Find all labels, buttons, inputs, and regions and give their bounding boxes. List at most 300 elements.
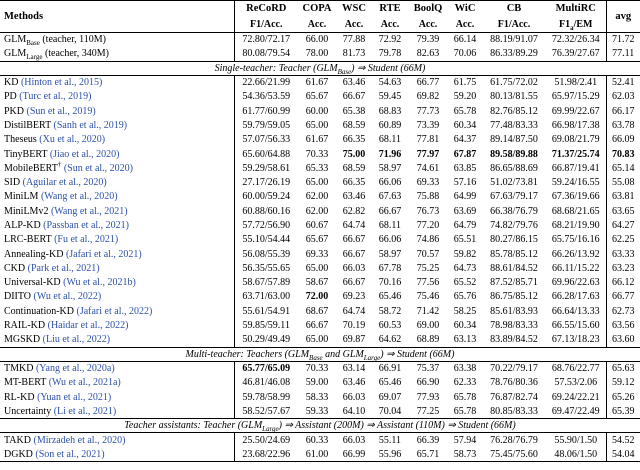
citation-link[interactable]: (Jafari et al., 2022): [76, 305, 153, 317]
score-cell: 68.21/19.90: [551, 220, 600, 231]
table-row: [0, 75, 640, 89]
score-cell: 74.82/79.76: [490, 220, 538, 231]
score-cell: 66.67: [342, 277, 366, 289]
score-cell: 63.85: [453, 162, 477, 174]
method-cell: [0, 376, 234, 390]
score-cell: 58.97: [378, 248, 402, 260]
table-row: [0, 433, 640, 447]
score-cell: 63.38: [453, 363, 477, 375]
avg-score-cell: 62.25: [606, 233, 640, 247]
score-cell: 65.46: [378, 377, 402, 389]
method-name: LRC-BERT: [4, 234, 52, 246]
score-cell: 69.47/22.49: [551, 405, 600, 417]
method-name: Continuation-KD: [4, 305, 74, 317]
score-cell: 75.45/75.60: [490, 448, 538, 460]
score-cell: 65.78: [453, 405, 477, 417]
method-cell: [0, 33, 234, 47]
table-row: [0, 33, 640, 47]
score-cell: 63.46: [342, 77, 366, 89]
avg-score-cell: 65.39: [606, 404, 640, 418]
score-cell: 81.73: [342, 48, 366, 60]
score-cell: 71.96: [378, 148, 402, 160]
score-cell: 65.33: [305, 162, 329, 174]
avg-score-cell: 66.12: [606, 276, 640, 290]
method-name: $GLM_{Large}$ (teacher, 340M): [4, 48, 109, 62]
score-cell: 76.28/76.79: [490, 434, 538, 446]
citation-link[interactable]: (Jafari et al., 2021): [65, 248, 142, 260]
score-cell: 85.78/85.12: [490, 248, 538, 260]
method-name: MGSKD: [4, 334, 41, 346]
score-cell: 54.36/53.59: [242, 91, 291, 103]
score-cell: 64.62: [378, 334, 402, 346]
score-cell: 63.13: [453, 334, 477, 346]
citation-link[interactable]: (Wang et al., 2020): [40, 191, 118, 203]
score-cell: 58.73: [453, 448, 477, 460]
avg-score-cell: 65.26: [606, 390, 640, 404]
citation-link[interactable]: (Son et al., 2021): [35, 448, 105, 460]
col-header-wsc: WSC: [342, 3, 366, 15]
section-title: Multi-teacher: Teachers ($GLM_{Base}$ and $GLM_{Large}$) ⇒ Student (66M): [0, 347, 640, 361]
method-cell: [0, 390, 234, 404]
score-cell: 74.61: [416, 162, 440, 174]
method-name: PKD: [4, 105, 25, 117]
score-cell: 71.42: [416, 305, 440, 317]
table-row: [0, 190, 640, 204]
score-cell: 69.82: [416, 91, 440, 103]
method-cell: [0, 204, 234, 218]
method-name: MobileBERT†: [4, 161, 62, 174]
avg-score-cell: 64.27: [606, 218, 640, 232]
score-cell: 67.36/19.66: [551, 191, 600, 203]
method-cell: [0, 118, 234, 132]
score-cell: 59.78/58.99: [242, 391, 291, 403]
score-cell: 60.34: [453, 320, 477, 332]
citation-link[interactable]: (Wu et al., 2022): [33, 291, 102, 303]
score-cell: 63.71/63.00: [242, 291, 291, 303]
score-cell: 70.04: [378, 405, 402, 417]
score-cell: 88.61/84.52: [490, 262, 538, 274]
method-name: $GLM_{Base}$ (teacher, 110M): [4, 34, 106, 47]
citation-link[interactable]: (Sun et al., 2020): [63, 162, 133, 174]
score-cell: 86.75/85.12: [490, 291, 538, 303]
citation-link[interactable]: (Wu et al., 2021b): [63, 277, 136, 289]
score-cell: 66.77: [416, 77, 440, 89]
section-title: Teacher assistants: Teacher $(GLM_{Large})$ ⇒ Assistant (200M) ⇒ Assistant (110M) ⇒ Student (66M): [0, 419, 640, 433]
method-name: TinyBERT: [4, 148, 48, 160]
score-cell: 55.96: [378, 448, 402, 460]
avg-score-cell: 63.65: [606, 204, 640, 218]
score-cell: 66.67: [342, 91, 366, 103]
method-cell: [0, 161, 234, 175]
avg-score-cell: 52.41: [606, 75, 640, 89]
score-cell: 69.87: [342, 334, 366, 346]
method-cell: [0, 147, 234, 161]
citation-link[interactable]: (Aguilar et al., 2020): [22, 177, 107, 189]
method-name: MiniLMv2: [4, 205, 49, 217]
score-cell: 55.61/54.91: [242, 305, 291, 317]
method-cell: [0, 133, 234, 147]
avg-score-cell: 65.63: [606, 361, 640, 375]
avg-score-cell: 77.11: [606, 47, 640, 61]
table-row: [0, 247, 640, 261]
score-cell: 77.56: [416, 277, 440, 289]
score-cell: 65.00: [305, 334, 329, 346]
score-cell: 86.33/89.29: [490, 48, 538, 60]
score-cell: 86.65/88.69: [490, 162, 538, 174]
avg-score-cell: 71.72: [606, 33, 640, 47]
score-cell: 66.67: [378, 205, 402, 217]
score-cell: 27.17/26.19: [242, 177, 291, 189]
score-cell: 66.06: [378, 177, 402, 189]
section-header-row: [0, 347, 640, 361]
score-cell: 67.87: [453, 148, 477, 160]
table-row: [0, 333, 640, 347]
score-cell: 69.23: [342, 291, 366, 303]
score-cell: 56.35/55.65: [242, 262, 291, 274]
score-cell: 66.67: [342, 234, 366, 246]
method-cell: [0, 190, 234, 204]
metric-header: Acc.: [408, 17, 448, 33]
score-cell: 89.14/87.50: [490, 134, 538, 146]
avg-score-cell: 66.09: [606, 133, 640, 147]
score-cell: 66.35: [342, 134, 366, 146]
score-cell: 59.79/59.05: [242, 119, 291, 131]
score-cell: 65.67: [305, 91, 329, 103]
score-cell: 66.26/13.92: [551, 248, 600, 260]
table-row: [0, 361, 640, 375]
score-cell: 62.82: [342, 205, 366, 217]
table-row: [0, 104, 640, 118]
table-row: [0, 133, 640, 147]
score-cell: 59.20: [453, 91, 477, 103]
subscript: a: [570, 23, 574, 32]
citation-link[interactable]: (Hinton et al., 2015): [20, 77, 103, 89]
score-cell: 64.37: [453, 134, 477, 146]
citation-link[interactable]: (Yang et al., 2020a): [35, 363, 115, 375]
score-cell: 70.22/79.17: [490, 363, 538, 375]
score-cell: 60.34: [453, 119, 477, 131]
citation-link[interactable]: (Wu et al., 2021a): [48, 377, 121, 389]
metric-header: Acc.: [298, 17, 336, 33]
score-cell: 59.00: [305, 377, 329, 389]
score-cell: 69.33: [416, 177, 440, 189]
score-cell: 87.52/85.71: [490, 277, 538, 289]
score-cell: 65.78: [453, 391, 477, 403]
subscript: Large: [262, 425, 279, 433]
score-cell: 71.37/25.74: [551, 148, 600, 160]
table-body: [0, 33, 640, 462]
score-cell: 23.68/22.96: [242, 448, 291, 460]
score-cell: 66.64/13.33: [551, 305, 600, 317]
score-cell: 82.63: [416, 48, 440, 60]
score-cell: 66.99: [342, 448, 366, 460]
score-cell: 76.39/27.67: [551, 48, 600, 60]
col-header-copa: COPA: [302, 3, 332, 15]
citation-link[interactable]: (Fu et al., 2021): [54, 234, 119, 246]
score-cell: 65.52: [453, 277, 477, 289]
table-row: [0, 276, 640, 290]
score-cell: 83.89/84.52: [490, 334, 538, 346]
subscript: Base: [337, 67, 352, 76]
citation-link[interactable]: (Xu et al., 2020): [39, 134, 106, 146]
score-cell: 77.25: [416, 405, 440, 417]
score-cell: 60.88/60.16: [242, 205, 291, 217]
avg-score-cell: 66.17: [606, 104, 640, 118]
citation-link[interactable]: (Passban et al., 2021): [43, 220, 129, 231]
score-cell: 65.97/15.29: [551, 91, 600, 103]
score-cell: 80.85/83.33: [490, 405, 538, 417]
method-cell: [0, 104, 234, 118]
score-cell: 25.50/24.69: [242, 434, 291, 446]
score-cell: 66.03: [342, 434, 366, 446]
method-name: MT-BERT: [4, 377, 47, 389]
method-name: MiniLM: [4, 191, 39, 203]
score-cell: 60.00: [305, 105, 329, 117]
score-cell: 72.00: [305, 291, 329, 303]
score-cell: 57.53/2.06: [554, 377, 598, 389]
score-cell: 73.39: [416, 119, 440, 131]
method-cell: [0, 276, 234, 290]
score-cell: 70.06: [453, 48, 477, 60]
method-name: DIITO: [4, 291, 32, 303]
score-cell: 75.00: [342, 148, 366, 160]
score-cell: 65.78: [453, 105, 477, 117]
score-cell: 72.92: [378, 34, 402, 46]
col-header-wic: WiC: [454, 3, 476, 15]
method-name: Universal-KD: [4, 277, 61, 289]
score-cell: 68.11: [378, 134, 402, 146]
score-cell: 60.67: [305, 220, 329, 231]
citation-link[interactable]: (Turc et al., 2019): [19, 91, 92, 103]
score-cell: 67.63: [378, 191, 402, 203]
method-cell: [0, 361, 234, 375]
score-cell: 65.77/65.09: [242, 363, 291, 375]
method-name: TAKD: [4, 434, 31, 446]
score-cell: 76.73: [416, 205, 440, 217]
table-row: [0, 47, 640, 61]
subscript: Base: [26, 39, 40, 47]
score-cell: 78.98/83.33: [490, 320, 538, 332]
score-cell: 70.16: [378, 277, 402, 289]
score-cell: 61.67: [305, 77, 329, 89]
citation-link[interactable]: (Mirzadeh et al., 2020): [33, 434, 126, 446]
col-header-multirc: MultiRC: [555, 3, 596, 15]
score-cell: 22.66/21.99: [242, 77, 291, 89]
method-cell: [0, 75, 234, 89]
method-cell: [0, 304, 234, 318]
avg-score-cell: 59.12: [606, 376, 640, 390]
score-cell: 58.33: [305, 391, 329, 403]
method-name: TMKD: [4, 363, 34, 375]
score-cell: 68.59: [342, 162, 366, 174]
citation-link[interactable]: (Sanh et al., 2019): [53, 119, 128, 131]
col-header-record: ReCoRD: [246, 3, 287, 15]
score-cell: 58.52/57.67: [242, 405, 291, 417]
table-row: [0, 175, 640, 189]
score-cell: 69.00: [416, 320, 440, 332]
col-header-methods: Methods: [0, 1, 234, 33]
score-cell: 59.33: [305, 405, 329, 417]
citation-link[interactable]: (Park et al., 2021): [27, 262, 100, 274]
score-cell: 64.74: [342, 305, 366, 317]
score-cell: 82.76/85.12: [490, 105, 538, 117]
score-cell: 56.08/55.39: [242, 248, 291, 260]
method-cell: [0, 261, 234, 275]
metric-header: F1/Acc.: [482, 17, 546, 33]
table-row: [0, 261, 640, 275]
method-name: RL-KD: [4, 391, 35, 403]
score-cell: 50.29/49.49: [242, 334, 291, 346]
superscript: †: [57, 161, 62, 169]
table-row: [0, 118, 640, 132]
section-header-row: [0, 61, 640, 75]
table-row: [0, 376, 640, 390]
score-cell: 55.90/1.50: [554, 434, 598, 446]
score-cell: 46.81/46.08: [242, 377, 291, 389]
citation-link[interactable]: (Wang et al., 2021): [50, 205, 128, 217]
citation-link[interactable]: (Li et al., 2021): [53, 405, 117, 417]
score-cell: 80.13/81.55: [490, 91, 538, 103]
score-cell: 57.94: [453, 434, 477, 446]
score-cell: 63.46: [342, 377, 366, 389]
score-cell: 77.20: [416, 220, 440, 231]
section-title: Single-teacher: Teacher $(GLM_{Base})$ ⇒ Student (66M): [0, 61, 640, 75]
score-cell: 66.35: [342, 177, 366, 189]
subscript: Large: [363, 353, 381, 362]
score-cell: 67.13/18.23: [551, 334, 600, 346]
score-cell: 63.14: [342, 363, 366, 375]
avg-score-cell: 63.78: [606, 118, 640, 132]
table-row: [0, 161, 640, 175]
header-row-tasks: [0, 1, 640, 17]
metric-header: $F1_a/EM$: [546, 17, 606, 33]
score-cell: 60.33: [305, 434, 329, 446]
score-cell: 79.39: [416, 34, 440, 46]
score-cell: 59.85/59.11: [242, 320, 290, 332]
method-name: DGKD: [4, 448, 33, 460]
score-cell: 75.88: [416, 191, 440, 203]
score-cell: 76.87/82.74: [490, 391, 538, 403]
score-cell: 57.72/56.90: [242, 220, 291, 231]
method-name: CKD: [4, 262, 26, 274]
subscript: Base: [309, 353, 323, 362]
score-cell: 57.07/56.33: [242, 134, 291, 146]
score-cell: 68.67: [305, 305, 329, 317]
score-cell: 58.72: [378, 305, 402, 317]
citation-link[interactable]: (Haidar et al., 2022): [47, 320, 129, 332]
score-cell: 58.25: [453, 305, 477, 317]
score-cell: 66.03: [342, 262, 366, 274]
avg-score-cell: 63.56: [606, 318, 640, 332]
score-cell: 66.55/15.60: [551, 320, 600, 332]
table-row: [0, 404, 640, 418]
col-header-cb: CB: [506, 3, 522, 15]
score-cell: 64.99: [453, 191, 477, 203]
method-name: ALP-KD: [4, 220, 41, 231]
table-row: [0, 290, 640, 304]
score-cell: 66.38/76.79: [490, 205, 538, 217]
score-cell: 57.16: [453, 177, 477, 189]
citation-link[interactable]: (Sun et al., 2019): [26, 105, 96, 117]
score-cell: 77.93: [416, 391, 440, 403]
score-cell: 64.10: [342, 405, 366, 417]
method-cell: [0, 175, 234, 189]
score-cell: 78.76/80.36: [490, 377, 538, 389]
score-cell: 51.02/73.81: [490, 177, 538, 189]
score-cell: 89.58/89.88: [490, 148, 538, 160]
table-row: [0, 390, 640, 404]
score-cell: 66.14: [453, 34, 477, 46]
table-row: [0, 147, 640, 161]
score-cell: 80.27/86.15: [490, 234, 538, 246]
method-cell: [0, 290, 234, 304]
score-cell: 61.67: [305, 134, 329, 146]
metric-header: F1/Acc.: [234, 17, 298, 33]
avg-score-cell: 63.23: [606, 261, 640, 275]
avg-score-cell: 63.81: [606, 190, 640, 204]
avg-score-cell: 54.04: [606, 447, 640, 461]
method-name: Annealing-KD: [4, 248, 64, 260]
score-cell: 75.37: [416, 363, 440, 375]
score-cell: 58.67/57.89: [242, 277, 291, 289]
score-cell: 58.67: [305, 277, 329, 289]
avg-score-cell: 70.83: [606, 147, 640, 161]
score-cell: 85.61/83.93: [490, 305, 538, 317]
score-cell: 62.33: [453, 377, 477, 389]
score-cell: 55.10/54.44: [242, 234, 291, 246]
score-cell: 54.63: [378, 77, 402, 89]
score-cell: 70.57: [416, 248, 440, 260]
score-cell: 68.76/22.77: [551, 363, 600, 375]
citation-link[interactable]: (Jiao et al., 2020): [49, 148, 120, 160]
score-cell: 62.00: [305, 191, 329, 203]
citation-link[interactable]: (Liu et al., 2022): [42, 334, 111, 346]
score-cell: 65.00: [305, 262, 329, 274]
score-cell: 65.00: [305, 119, 329, 131]
score-cell: 64.73: [453, 262, 477, 274]
score-cell: 75.46: [416, 291, 440, 303]
score-cell: 75.25: [416, 262, 440, 274]
score-cell: 65.75/16.16: [551, 234, 600, 246]
col-header-rte: RTE: [379, 3, 401, 15]
score-cell: 74.86: [416, 234, 440, 246]
score-cell: 67.78: [378, 262, 402, 274]
table-row: [0, 447, 640, 461]
avg-score-cell: 63.33: [606, 247, 640, 261]
score-cell: 66.00: [305, 34, 329, 46]
score-cell: 58.97: [378, 162, 402, 174]
score-cell: 65.00: [305, 177, 329, 189]
score-cell: 60.53: [378, 320, 402, 332]
table-row: [0, 90, 640, 104]
score-cell: 77.81: [416, 134, 440, 146]
score-cell: 64.74: [342, 220, 366, 231]
score-cell: 63.46: [342, 191, 366, 203]
score-cell: 68.59: [342, 119, 366, 131]
score-cell: 51.98/2.41: [554, 77, 598, 89]
citation-link[interactable]: (Yuan et al., 2021): [37, 391, 112, 403]
score-cell: 69.24/22.21: [551, 391, 600, 403]
score-cell: 66.90: [416, 377, 440, 389]
avg-score-cell: 54.52: [606, 433, 640, 447]
avg-score-cell: 63.60: [606, 333, 640, 347]
score-cell: 61.00: [305, 448, 329, 460]
score-cell: 72.32/26.34: [551, 34, 600, 46]
score-cell: 80.08/79.54: [242, 48, 291, 60]
score-cell: 66.03: [342, 391, 366, 403]
score-cell: 66.67: [305, 320, 329, 332]
score-cell: 68.11: [378, 220, 402, 231]
